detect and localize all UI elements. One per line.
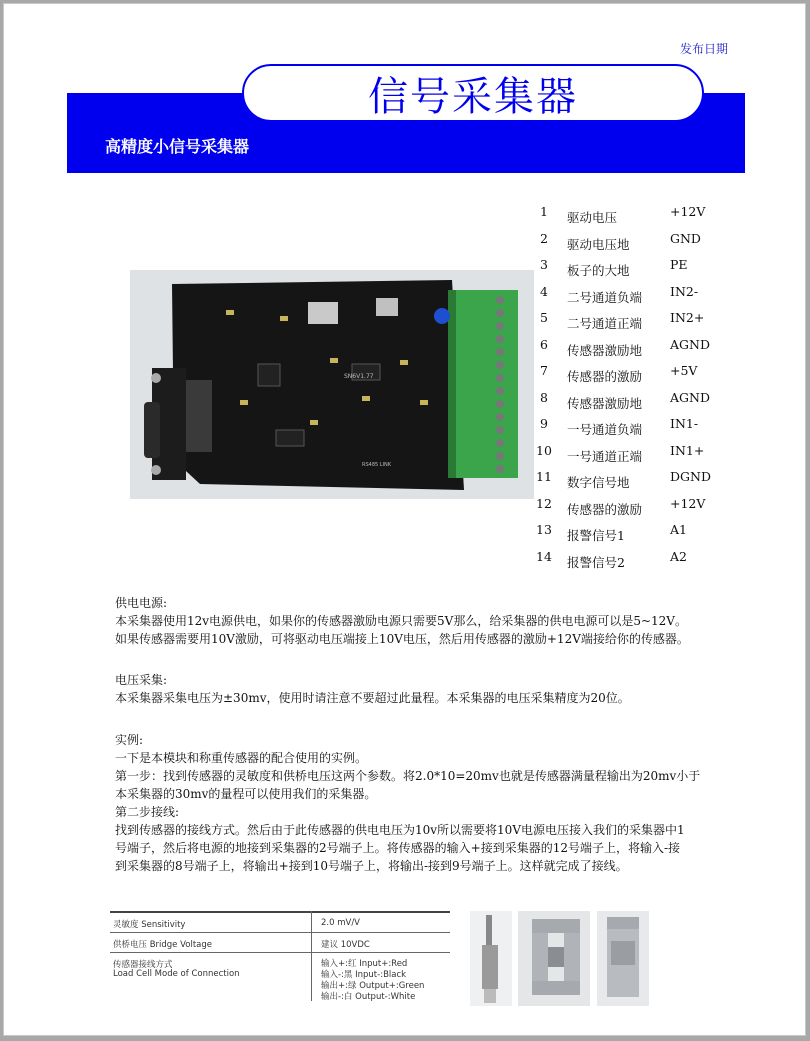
pin-signal: A2	[670, 548, 687, 564]
pin-number: 14	[536, 548, 552, 564]
pin-row	[534, 522, 764, 548]
board-photo	[130, 270, 534, 499]
board-label-2: RS485 LINK	[362, 462, 392, 468]
spec-value: 输入-:黑 Input-:Black	[321, 970, 407, 980]
pin-row	[534, 390, 764, 416]
s-load-cell-illustration	[518, 911, 590, 1006]
pin-name: 二号通道正端	[567, 316, 643, 331]
example-heading: 实例:	[115, 733, 144, 747]
board-label-1: SN6V1.77	[344, 373, 374, 380]
power-heading: 供电电源:	[115, 596, 168, 610]
load-cell-illustration	[470, 911, 512, 1006]
pin-number: 11	[536, 469, 552, 484]
pin-name: 驱动电压地	[567, 236, 630, 252]
pin-row	[534, 443, 764, 469]
pin-number: 10	[536, 442, 552, 458]
pin-row	[534, 549, 764, 575]
spec-value: 建议 10VDC	[321, 940, 370, 950]
pin-row	[534, 337, 764, 363]
voltage-heading: 电压采集:	[115, 673, 168, 687]
pin-name: 一号通道正端	[567, 448, 643, 464]
example-line: 本采集器的30mv的量程可以使用我们的采集器。	[115, 787, 377, 801]
title-pill	[242, 64, 704, 122]
pin-row	[534, 416, 764, 442]
pcb-illustration	[130, 270, 534, 499]
pin-signal: A1	[670, 522, 687, 537]
pin-row	[534, 204, 764, 230]
pin-number: 4	[540, 283, 548, 299]
table-row	[110, 913, 450, 933]
example-line: 第二步接线:	[115, 805, 180, 819]
pin-row	[534, 257, 764, 283]
example-line: 号端子，然后将电源的地接到采集器的2号端子上。将传感器的输入+接到采集器的12号端子上，将输入-接	[115, 841, 681, 855]
pin-row	[534, 496, 764, 522]
spec-label: Load Cell Mode of Connection	[113, 969, 240, 979]
spec-label: 供桥电压 Bridge Voltage	[113, 940, 212, 950]
pin-number: 6	[540, 336, 548, 352]
spec-table	[110, 911, 450, 1007]
pin-name: 传感器激励地	[567, 342, 643, 358]
pin-signal: +12V	[670, 495, 706, 511]
table-row	[110, 933, 450, 953]
pin-signal: +5V	[670, 363, 698, 378]
pin-number: 12	[536, 495, 552, 511]
pin-signal: AGND	[670, 389, 710, 405]
pin-name: 一号通道负端	[567, 422, 643, 437]
pin-signal: IN1-	[670, 416, 699, 431]
pin-name: 板子的大地	[567, 263, 630, 278]
pin-signal: +12V	[670, 204, 706, 219]
pin-name: 传感器激励地	[567, 395, 643, 411]
load-cell-photo	[470, 911, 512, 1006]
pin-name: 报警信号2	[567, 554, 625, 570]
page-title: 信号采集器	[368, 73, 578, 120]
example-line: 一下是本模块和称重传感器的配合使用的实例。	[115, 751, 368, 765]
spec-label: 传感器接线方式	[113, 960, 173, 970]
pin-number: 9	[540, 416, 548, 431]
pin-number: 8	[540, 389, 548, 405]
example-line: 找到传感器的接线方式。然后由于此传感器的供电电压为10v所以需要将10V电源电压接入我们的采集器中1	[115, 823, 685, 837]
s-type-load-cell-photo	[518, 911, 590, 1006]
example-line: 到采集器的8号端子上，将输出+接到10号端子上，将输出-接到9号端子上。这样就完成了接线。	[115, 859, 628, 873]
pin-row	[534, 363, 764, 389]
load-cell-illustration-2	[597, 911, 649, 1006]
pin-name: 二号通道负端	[567, 289, 643, 305]
example-line: 第一步：找到传感器的灵敏度和供桥电压这两个参数。将2.0*10=20mv也就是传感器满量程输出为20mv小于	[115, 769, 701, 783]
pin-signal: IN2+	[670, 310, 705, 325]
spec-label: 灵敏度 Sensitivity	[113, 920, 186, 930]
pin-number: 7	[540, 363, 548, 378]
page-subtitle: 高精度小信号采集器	[105, 137, 250, 156]
publish-date-label: 发布日期	[680, 42, 729, 56]
spec-value: 输出-:白 Output-:White	[321, 992, 416, 1002]
pin-number: 13	[536, 522, 552, 537]
spec-value: 输出+:绿 Output+:Green	[321, 981, 425, 991]
pin-number: 5	[540, 310, 548, 325]
power-line: 本采集器使用12v电源供电，如果你的传感器激励电源只需要5V那么，给采集器的供电电源可以是5~12V。	[115, 614, 687, 628]
spec-value: 2.0 mV/V	[321, 918, 360, 928]
spec-value: 输入+:红 Input+:Red	[321, 959, 408, 969]
pin-name: 传感器的激励	[567, 369, 643, 384]
voltage-line: 本采集器采集电压为±30mv，使用时请注意不要超过此量程。本采集器的电压采集精度为20位。	[115, 691, 630, 705]
pin-number: 1	[540, 204, 548, 219]
pin-signal: IN2-	[670, 283, 699, 299]
table-divider	[311, 911, 312, 1001]
pin-signal: DGND	[670, 469, 711, 484]
pin-row	[534, 284, 764, 310]
pin-row	[534, 310, 764, 336]
pin-signal: AGND	[670, 336, 710, 352]
pin-number: 3	[540, 257, 548, 272]
pin-name: 数字信号地	[567, 475, 630, 490]
document-page	[3, 3, 806, 1036]
pin-name: 驱动电压	[567, 210, 618, 225]
pin-signal: PE	[670, 257, 688, 272]
pin-row	[534, 231, 764, 257]
pin-signal: GND	[670, 230, 701, 246]
load-cell-photo-2	[597, 911, 649, 1006]
power-line: 如果传感器需要用10V激励，可将驱动电压端接上10V电压，然后用传感器的激励+12V端接给你的传感器。	[115, 632, 689, 646]
table-row	[110, 953, 450, 1003]
pin-name: 报警信号1	[567, 528, 625, 543]
pin-row	[534, 469, 764, 495]
pin-name: 传感器的激励	[567, 501, 643, 517]
pin-number: 2	[540, 230, 548, 246]
pin-signal: IN1+	[670, 442, 705, 458]
